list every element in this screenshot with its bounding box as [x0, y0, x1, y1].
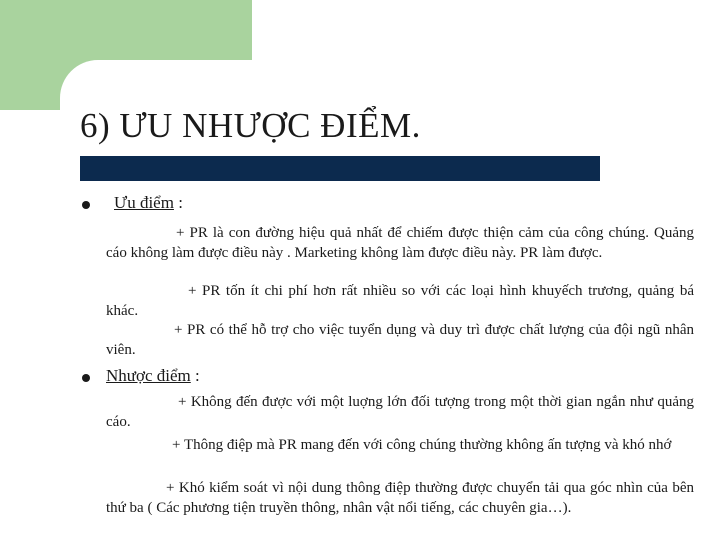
slide-title: 6) ƯU NHƯỢC ĐIỂM.: [80, 106, 421, 145]
bullet-disadvantages: [82, 374, 90, 382]
disadvantage-item-2: + Thông điệp mà PR mang đến với công chúng thường không ấn tượng và khó nhớ: [172, 437, 672, 453]
bullet-advantages: [82, 201, 90, 209]
advantage-item-2: + PR tốn ít chi phí hơn rất nhiều so với các loại hình khuyếch trương, quảng bá khác.: [106, 283, 694, 319]
disadvantage-item-1: + Không đến được với một luợng lớn đối tượng trong một thời gian ngắn như quảng cáo.: [106, 394, 694, 430]
disadvantages-heading-label: Nhược điểm: [106, 366, 191, 385]
advantage-item-3: + PR có thể hỗ trợ cho việc tuyển dụng và duy trì được chất lượng của đội ngũ nhân viên.: [106, 322, 694, 358]
disadvantages-heading-colon: :: [190, 366, 200, 385]
advantage-item-1: + PR là con đường hiệu quả nhất để chiếm được thiện cảm của công chúng. Quảng cáo không làm được điều này . Marketing không làm được điều này. PR làm được.: [106, 225, 694, 261]
advantages-heading: [114, 193, 183, 213]
disadvantages-heading: [106, 366, 200, 386]
advantages-heading-colon: :: [173, 193, 183, 212]
advantages-heading-label: Ưu điểm: [114, 193, 174, 212]
disadvantage-item-3: + Khó kiểm soát vì nội dung thông điệp thường được chuyển tải qua góc nhìn của bên thứ ba ( Các phương tiện truyền thông, nhân vật nổi tiếng, các chuyên gia…).: [106, 480, 694, 516]
title-underline-bar: [80, 156, 600, 181]
